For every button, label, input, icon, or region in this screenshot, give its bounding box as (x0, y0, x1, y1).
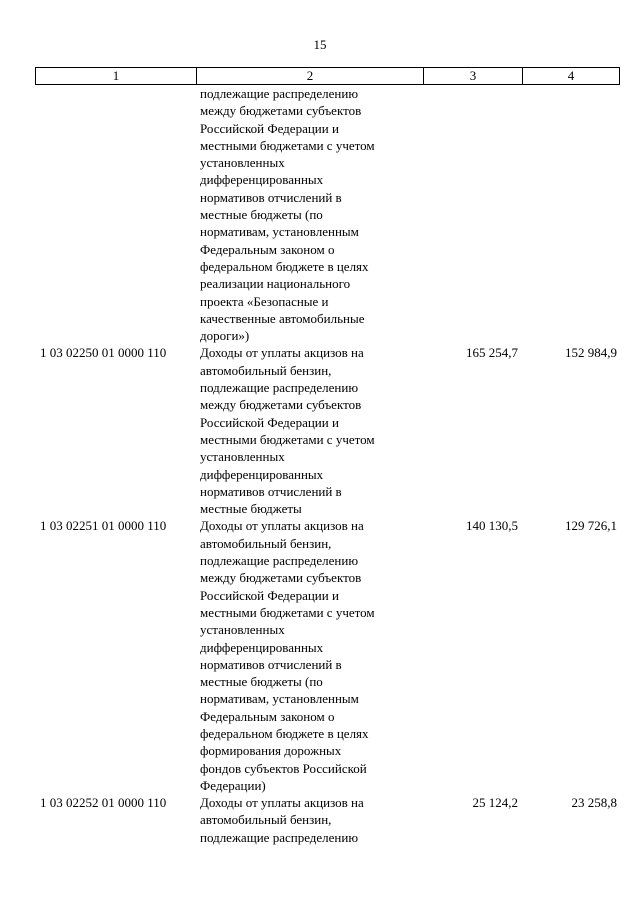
description-line: дифференцированных (200, 639, 324, 655)
table-row (35, 794, 620, 846)
description-line: реализации национального (200, 276, 351, 292)
amount-col-3: 25 124,2 (472, 795, 518, 811)
description-line: Федеральным законом о (200, 241, 335, 257)
description-line: нормативов отчислений в (200, 483, 342, 499)
description-line: подлежащие распределению (200, 86, 359, 101)
header-col-4: 4 (567, 68, 575, 83)
description-line: подлежащие распределению (200, 553, 359, 569)
amount-col-3: 140 130,5 (466, 518, 518, 534)
description-line: Доходы от уплаты акцизов на (200, 345, 364, 361)
revenue-code: 1 03 02251 01 0000 110 (40, 518, 167, 534)
table-header (35, 67, 620, 85)
description-line: между бюджетами субъектов (200, 570, 362, 586)
description-line: автомобильный бензин, (200, 812, 332, 828)
description-line: формирования дорожных (200, 743, 342, 759)
table-row (35, 85, 620, 344)
description-line: подлежащие распределению (200, 829, 359, 845)
description-line: проекта «Безопасные и (200, 293, 329, 309)
description-line: Федерации) (200, 777, 266, 793)
description-line: нормативов отчислений в (200, 656, 342, 672)
amount-col-4: 129 726,1 (565, 518, 617, 534)
description-line: дороги») (200, 328, 250, 344)
description-line: нормативам, установленным (200, 691, 359, 707)
description-line: Российской Федерации и (200, 587, 339, 603)
description-line: установленных (200, 449, 285, 465)
description-line: местными бюджетами с учетом (200, 431, 375, 447)
description-line: Федеральным законом о (200, 708, 335, 724)
description-line: федеральном бюджете в целях (200, 258, 369, 274)
description-line: нормативам, установленным (200, 224, 359, 240)
description-line: фондов субъектов Российской (200, 760, 367, 776)
description-line: дифференцированных (200, 172, 324, 188)
description-line: подлежащие распределению (200, 380, 359, 396)
revenue-code: 1 03 02252 01 0000 110 (40, 795, 167, 811)
amount-col-3: 165 254,7 (466, 345, 518, 361)
header-col-1: 1 (36, 68, 197, 84)
revenue-description (193, 517, 423, 794)
description-line: автомобильный бензин, (200, 362, 332, 378)
amount-col-4: 152 984,9 (565, 345, 617, 361)
revenue-description (193, 794, 423, 846)
header-col-2: 2 (197, 68, 424, 84)
description-line: Доходы от уплаты акцизов на (200, 518, 364, 534)
description-line: Российской Федерации и (200, 414, 339, 430)
description-line: автомобильный бензин, (200, 535, 332, 551)
description-line: между бюджетами субъектов (200, 103, 362, 119)
description-line: местные бюджеты (200, 501, 302, 517)
description-line: Доходы от уплаты акцизов на (200, 795, 364, 811)
page-number: 15 (313, 37, 327, 52)
header-col-3: 3 (424, 68, 523, 84)
table-row (35, 517, 620, 794)
amount-col-4: 23 258,8 (571, 795, 617, 811)
table-body (35, 85, 620, 846)
description-line: качественные автомобильные (200, 310, 365, 326)
description-line: местными бюджетами с учетом (200, 604, 375, 620)
description-line: местными бюджетами с учетом (200, 137, 375, 153)
description-line: местные бюджеты (по (200, 207, 323, 223)
table-row (35, 344, 620, 517)
description-line: между бюджетами субъектов (200, 397, 362, 413)
revenue-code: 1 03 02250 01 0000 110 (40, 345, 167, 361)
description-line: дифференцированных (200, 466, 324, 482)
description-line: установленных (200, 155, 285, 171)
description-line: Российской Федерации и (200, 120, 339, 136)
description-line: нормативов отчислений в (200, 189, 342, 205)
description-line: местные бюджеты (по (200, 674, 323, 690)
description-line: установленных (200, 622, 285, 638)
revenue-description (193, 344, 423, 517)
description-line: федеральном бюджете в целях (200, 725, 369, 741)
revenue-description (193, 85, 423, 344)
